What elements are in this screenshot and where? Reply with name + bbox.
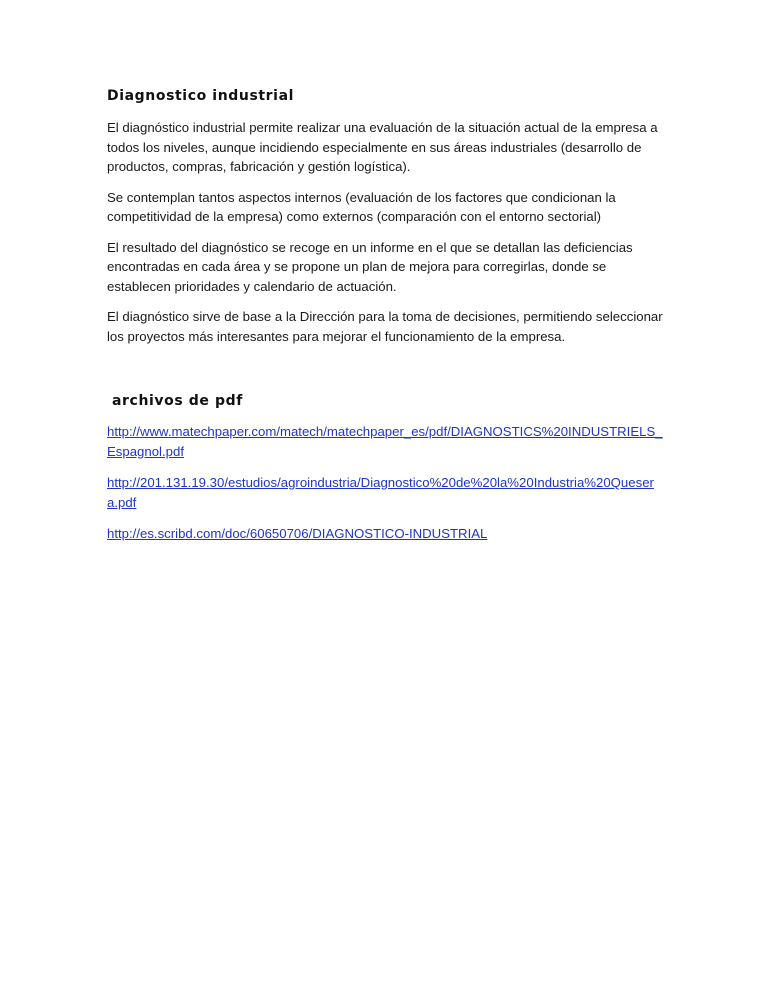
paragraph-aspects: Se contemplan tantos aspectos internos (evaluación de los factores que condicionan la competitividad de la empresa) como externos (comparación con el entorno sectorial)	[107, 189, 616, 224]
document-page	[107, 88, 663, 556]
pdf-link-agroindustria[interactable]: http://201.131.19.30/estudios/agroindustria/Diagnostico%20de%20la%20Industria%20Quesera.pdf	[107, 475, 654, 510]
pdf-section-title: archivos de pdf	[112, 393, 243, 409]
paragraph-result: El resultado del diagnóstico se recoge en un informe en el que se detallan las deficiencias encontradas en cada área y se propone un plan de mejora para corregirlas, donde se establecen prioridades y calendario de actuación.	[107, 239, 633, 294]
document-title: Diagnostico industrial	[107, 88, 295, 104]
pdf-link-scribd[interactable]: http://es.scribd.com/doc/60650706/DIAGNOSTICO-INDUSTRIAL	[107, 526, 488, 541]
paragraph-intro: El diagnóstico industrial permite realizar una evaluación de la situación actual de la empresa a todos los niveles, aunque incidiendo especialmente en sus áreas industriales (desarrollo de productos, compras, fabricación y gestión logística).	[107, 120, 658, 174]
paragraph-decisions: El diagnóstico sirve de base a la Dirección para la toma de decisiones, permitiendo seleccionar los proyectos más interesantes para mejorar el funcionamiento de la empresa.	[107, 309, 663, 344]
pdf-link-matechpaper[interactable]: http://www.matechpaper.com/matech/matechpaper_es/pdf/DIAGNOSTICS%20INDUSTRIELS_Espagnol.pdf	[107, 424, 663, 459]
